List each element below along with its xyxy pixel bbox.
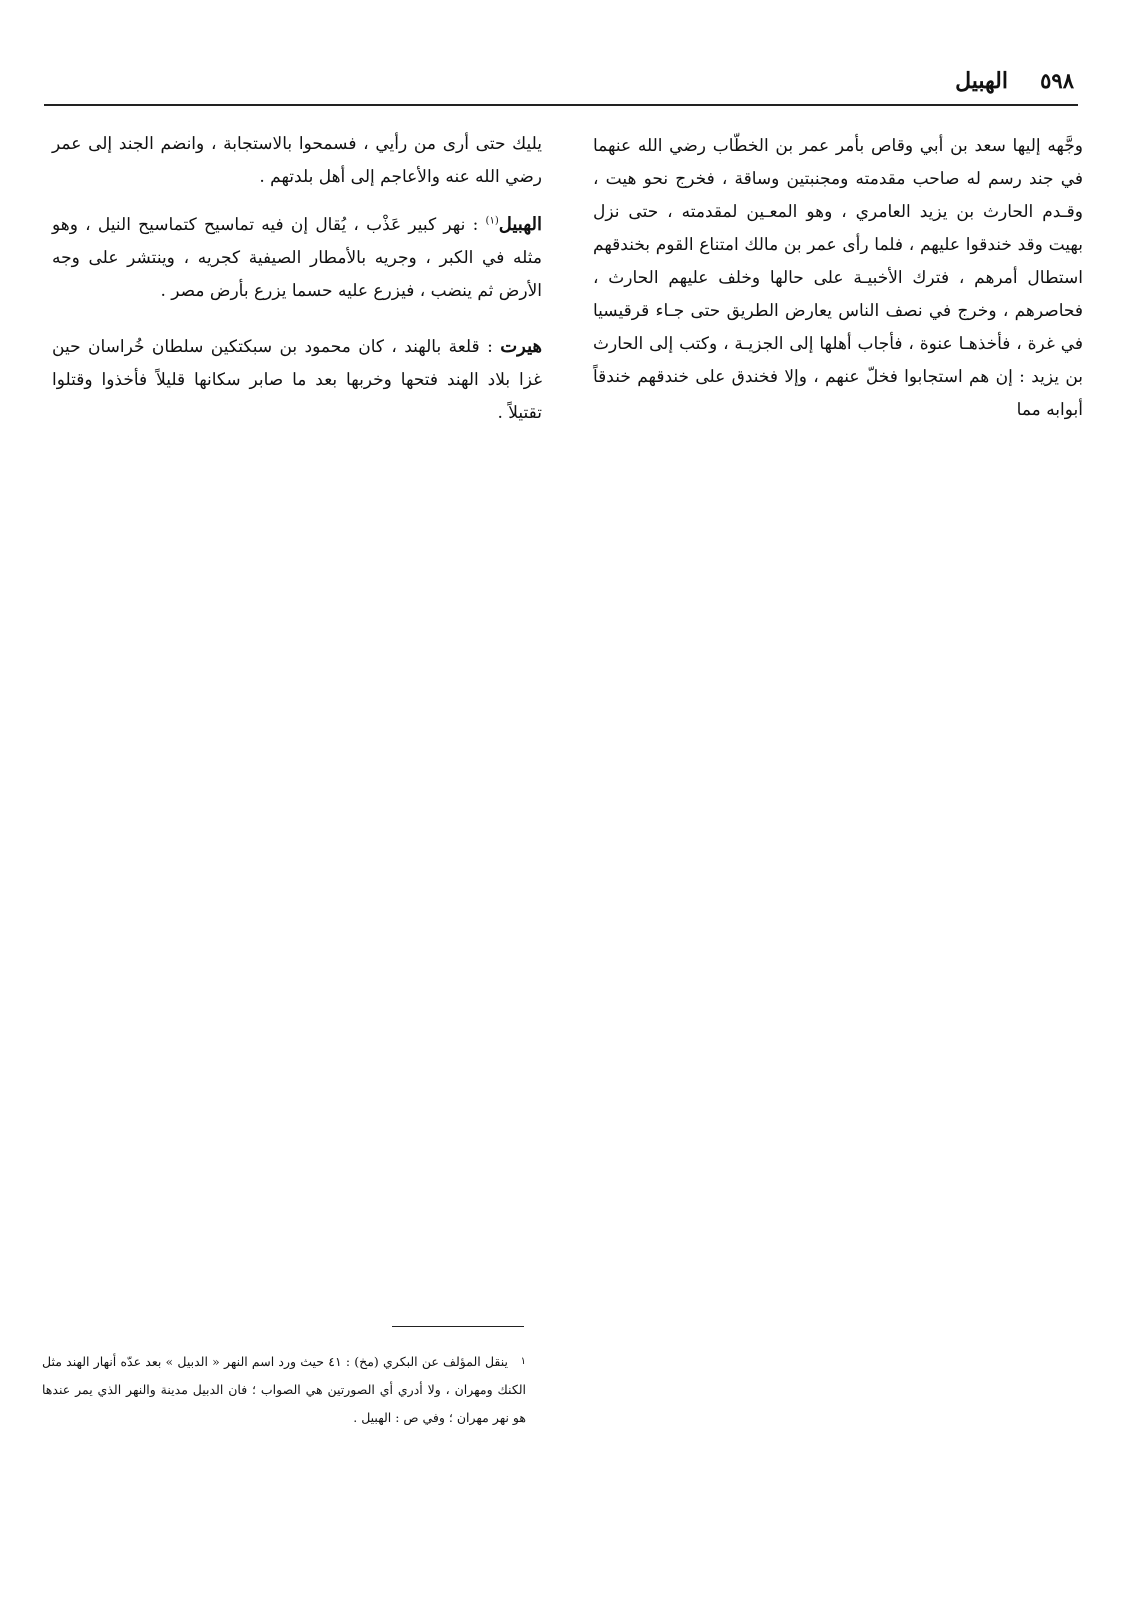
entry-text: : قلعة بالهند ، كان محمود بن سبكتكين سلطان خُراسان حين غزا بلاد الهند فتحها وخربها بعد ما صابر سكانها قليلاً فأخذوا وقتلوا تقتيلاً .: [52, 337, 542, 423]
left-column: [52, 128, 542, 430]
entry-alhabil: [52, 208, 542, 308]
footnote-number: ١: [520, 1356, 527, 1367]
entry-hirat: [52, 330, 542, 430]
running-title: الهبيل: [955, 68, 1008, 94]
page-number: ٥٩٨: [1040, 68, 1074, 93]
right-column: [593, 130, 1083, 427]
entry-headword: الهبيل: [498, 214, 542, 235]
right-column-paragraph: وجَّهه إليها سعد بن أبي وقاص بأمر عمر بن الخطّاب رضي الله عنهما في جند رسم له صاحب مقدمته ومجنبتين وساقة ، فخرج نحو هيت ، وقـدم الحارث بن يزيد العامري ، وهو المعـين لمقدمته ، حتى نزل بهيت وقد خندقوا عليهم ، فلما رأى عمر بن مالك امتناع القوم بخندقهم استطال أمرهم ، فترك الأخبيـة على حالها وخلف عليهم الحارث ، فحاصرهم ، وخرج في نصف الناس يعارض الطريق حتى جـاء قرقيسيا في غرة ، فأخذهـا عنوة ، فأجاب أهلها إلى الجزيـة ، وكتب إلى الحارث بن يزيد : إن هم استجابوا فخلّ عنهم ، وإلا فخندق على خندقهم خندقاً أبوابه مما: [593, 136, 1083, 420]
entry-text: : نهر كبير عَذْب ، يُقال إن فيه تماسيح كتماسيح النيل ، وهو مثله في الكبر ، وجريه بالأمطار الصيفية كجريه ، وينتشر على وجه الأرض ثم ينضب ، فيزرع عليه حسما يزرع بأرض مصر .: [52, 215, 542, 301]
footnote-text: ينقل المؤلف عن البكري (مخ) : ٤١ حيث ورد اسم النهر « الدبيل » بعد عدّه أنهار الهند مثل الكنك ومهران ، ولا أدري أي الصورتين هي الصواب ؛ فان الدبيل مدينة والنهر الذي يمر عندها هو نهر مهران ؛ وفي ص : الهبيل .: [42, 1354, 526, 1425]
footnote-rule: [392, 1326, 524, 1327]
page-header: [40, 68, 1080, 102]
footnote-reference[interactable]: (١): [485, 215, 499, 227]
header-rule: [44, 104, 1078, 106]
left-column-continuation: يليك حتى أرى من رأيي ، فسمحوا بالاستجابة ، وانضم الجند إلى عمر رضي الله عنه والأعاجم إلى أهل بلدتهم .: [52, 134, 542, 187]
footnotes: [42, 1348, 526, 1432]
entry-headword: هيرت: [500, 336, 542, 357]
footnote-item: [42, 1348, 526, 1432]
